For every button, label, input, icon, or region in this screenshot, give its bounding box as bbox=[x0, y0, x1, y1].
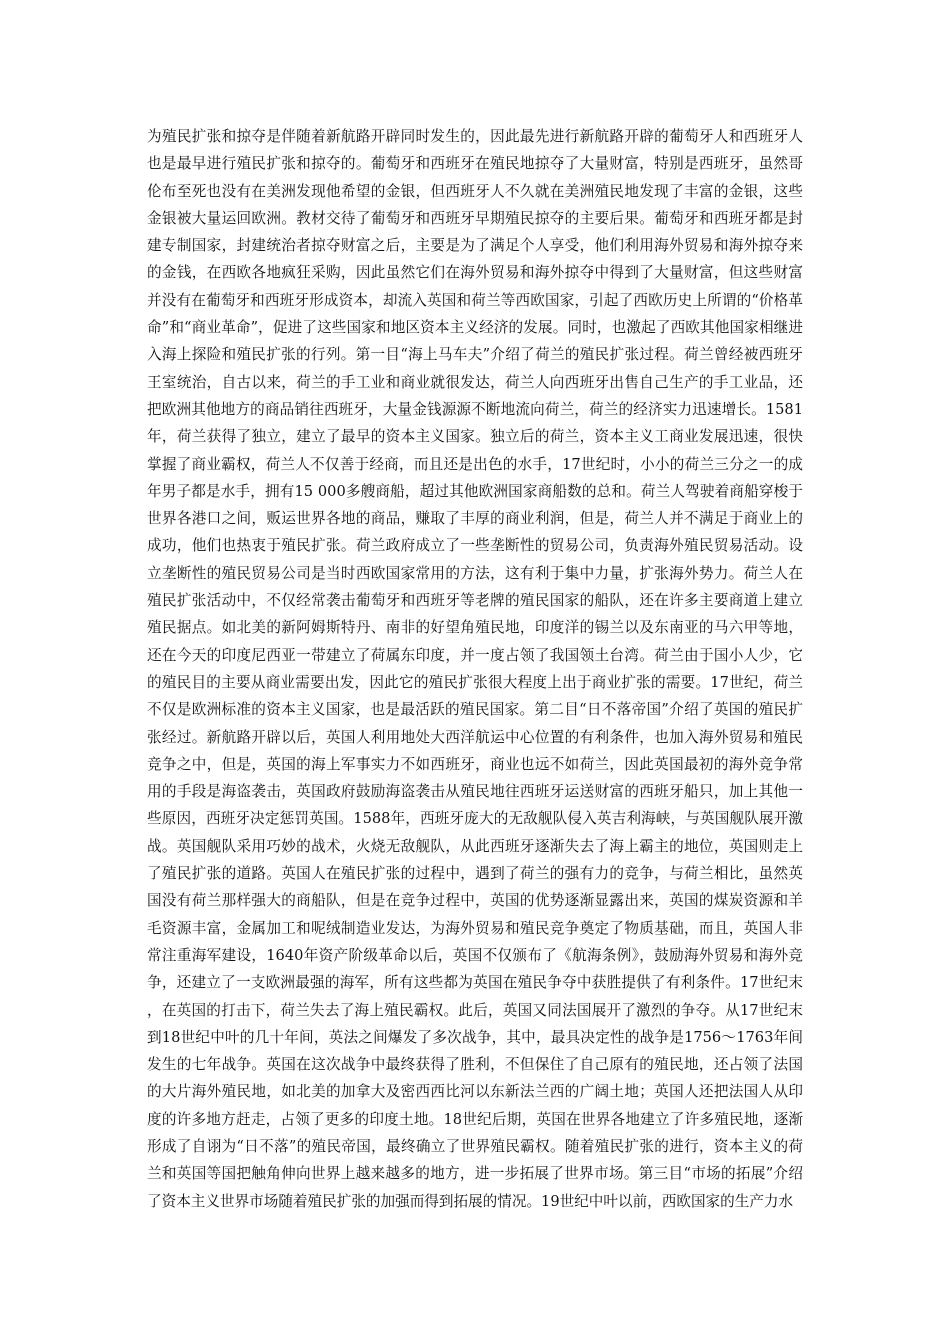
body-paragraph: 为殖民扩张和掠夺是伴随着新航路开辟同时发生的，因此最先进行新航路开辟的葡萄牙人和西班牙人也是最早进行殖民扩张和掠夺的。葡萄牙和西班牙在殖民地掠夺了大量财富，特别是西班牙，虽然哥伦布至死也没有在美洲发现他希望的金银，但西班牙人不久就在美洲殖民地发现了丰富的金银，这些金银被大量运回欧洲。教材交待了葡萄牙和西班牙早期殖民掠夺的主要后果。葡萄牙和西班牙都是封建专制国家，封建统治者掠夺财富之后，主要是为了满足个人享受，他们利用海外贸易和海外掠夺来的金钱，在西欧各地疯狂采购，因此虽然它们在海外贸易和海外掠夺中得到了大量财富，但这些财富并没有在葡萄牙和西班牙形成资本，却流入英国和荷兰等西欧国家，引起了西欧历史上所谓的“价格革命”和“商业革命”，促进了这些国家和地区资本主义经济的发展。同时，也激起了西欧其他国家相继进入海上探险和殖民扩张的行列。第一目“海上马车夫”介绍了荷兰的殖民扩张过程。荷兰曾经被西班牙王室统治，自古以来，荷兰的手工业和商业就很发达，荷兰人向西班牙出售自己生产的手工业品，还把欧洲其他地方的商品销往西班牙，大量金钱源源不断地流向荷兰，荷兰的经济实力迅速增长。1581年，荷兰获得了独立，建立了最早的资本主义国家。独立后的荷兰，资本主义工商业发展迅速，很快掌握了商业霸权，荷兰人不仅善于经商，而且还是出色的水手，17世纪时，小小的荷兰三分之一的成年男子都是水手，拥有15 000多艘商船，超过其他欧洲国家商船数的总和。荷兰人驾驶着商船穿梭于世界各港口之间，贩运世界各地的商品，赚取了丰厚的商业利润，但是，荷兰人并不满足于商业上的成功，他们也热衷于殖民扩张。荷兰政府成立了一些垄断性的贸易公司，负责海外殖民贸易活动。设立垄断性的殖民贸易公司是当时西欧国家常用的方法，这有利于集中力量，扩张海外势力。荷兰人在殖民扩张活动中，不仅经常袭击葡萄牙和西班牙等老牌的殖民国家的船队，还在许多主要商道上建立殖民据点。如北美的新阿姆斯特丹、南非的好望角殖民地，印度洋的锡兰以及东南亚的马六甲等地，还在今天的印度尼西亚一带建立了荷属东印度，并一度占领了我国领土台湾。荷兰由于国小人少，它的殖民目的主要从商业需要出发，因此它的殖民扩张很大程度上出于商业扩张的需要。17世纪，荷兰不仅是欧洲标准的资本主义国家，也是最活跃的殖民国家。第二目“日不落帝国”介绍了英国的殖民扩张经过。新航路开辟以后，英国人利用地处大西洋航运中心位置的有利条件，也加入海外贸易和殖民竞争之中，但是，英国的海上军事实力不如西班牙，商业也远不如荷兰，因此英国最初的海外竞争常用的手段是海盗袭击，英国政府鼓励海盗袭击从殖民地往西班牙运送财富的西班牙船只，加上其他一些原因，西班牙决定惩罚英国。1588年，西班牙庞大的无敌舰队侵入英吉利海峡，与英国舰队展开激战。英国舰队采用巧妙的战术，火烧无敌舰队，从此西班牙逐渐失去了海上霸主的地位，英国则走上了殖民扩张的道路。英国人在殖民扩张的过程中，遇到了荷兰的强有力的竞争，与荷兰相比，虽然英国没有荷兰那样强大的商船队，但是在竞争过程中，英国的优势逐渐显露出来，英国的煤炭资源和羊毛资源丰富，金属加工和呢绒制造业发达，为海外贸易和殖民竞争奠定了物质基础，而且，英国人非常注重海军建设，1640年资产阶级革命以后，英国不仅颁布了《航海条例》，鼓励海外贸易和海外竞争，还建立了一支欧洲最强的海军，所有这些都为英国在殖民争夺中获胜提供了有利条件。17世纪末，在英国的打击下，荷兰失去了海上殖民霸权。此后，英国又同法国展开了激烈的争夺。从17世纪末到18世纪中叶的几十年间，英法之间爆发了多次战争，其中，最具决定性的战争是1756～1763年间发生的七年战争。英国在这次战争中最终获得了胜利，不但保住了自己原有的殖民地，还占领了法国的大片海外殖民地，如北美的加拿大及密西西比河以东新法兰西的广阔土地；英国人还把法国人从印度的许多地方赶走，占领了更多的印度土地。18世纪后期，英国在世界各地建立了许多殖民地，逐渐形成了自诩为“日不落”的殖民帝国，最终确立了世界殖民霸权。随着殖民扩张的进行，资本主义的荷兰和英国等国把触角伸向世界上越来越多的地方，进一步拓展了世界市场。第三目“市场的拓展”介绍了资本主义世界市场随着殖民扩张的加强而得到拓展的情况。19世纪中叶以前，西欧国家的生产力水 bbox=[147, 128, 803, 1210]
